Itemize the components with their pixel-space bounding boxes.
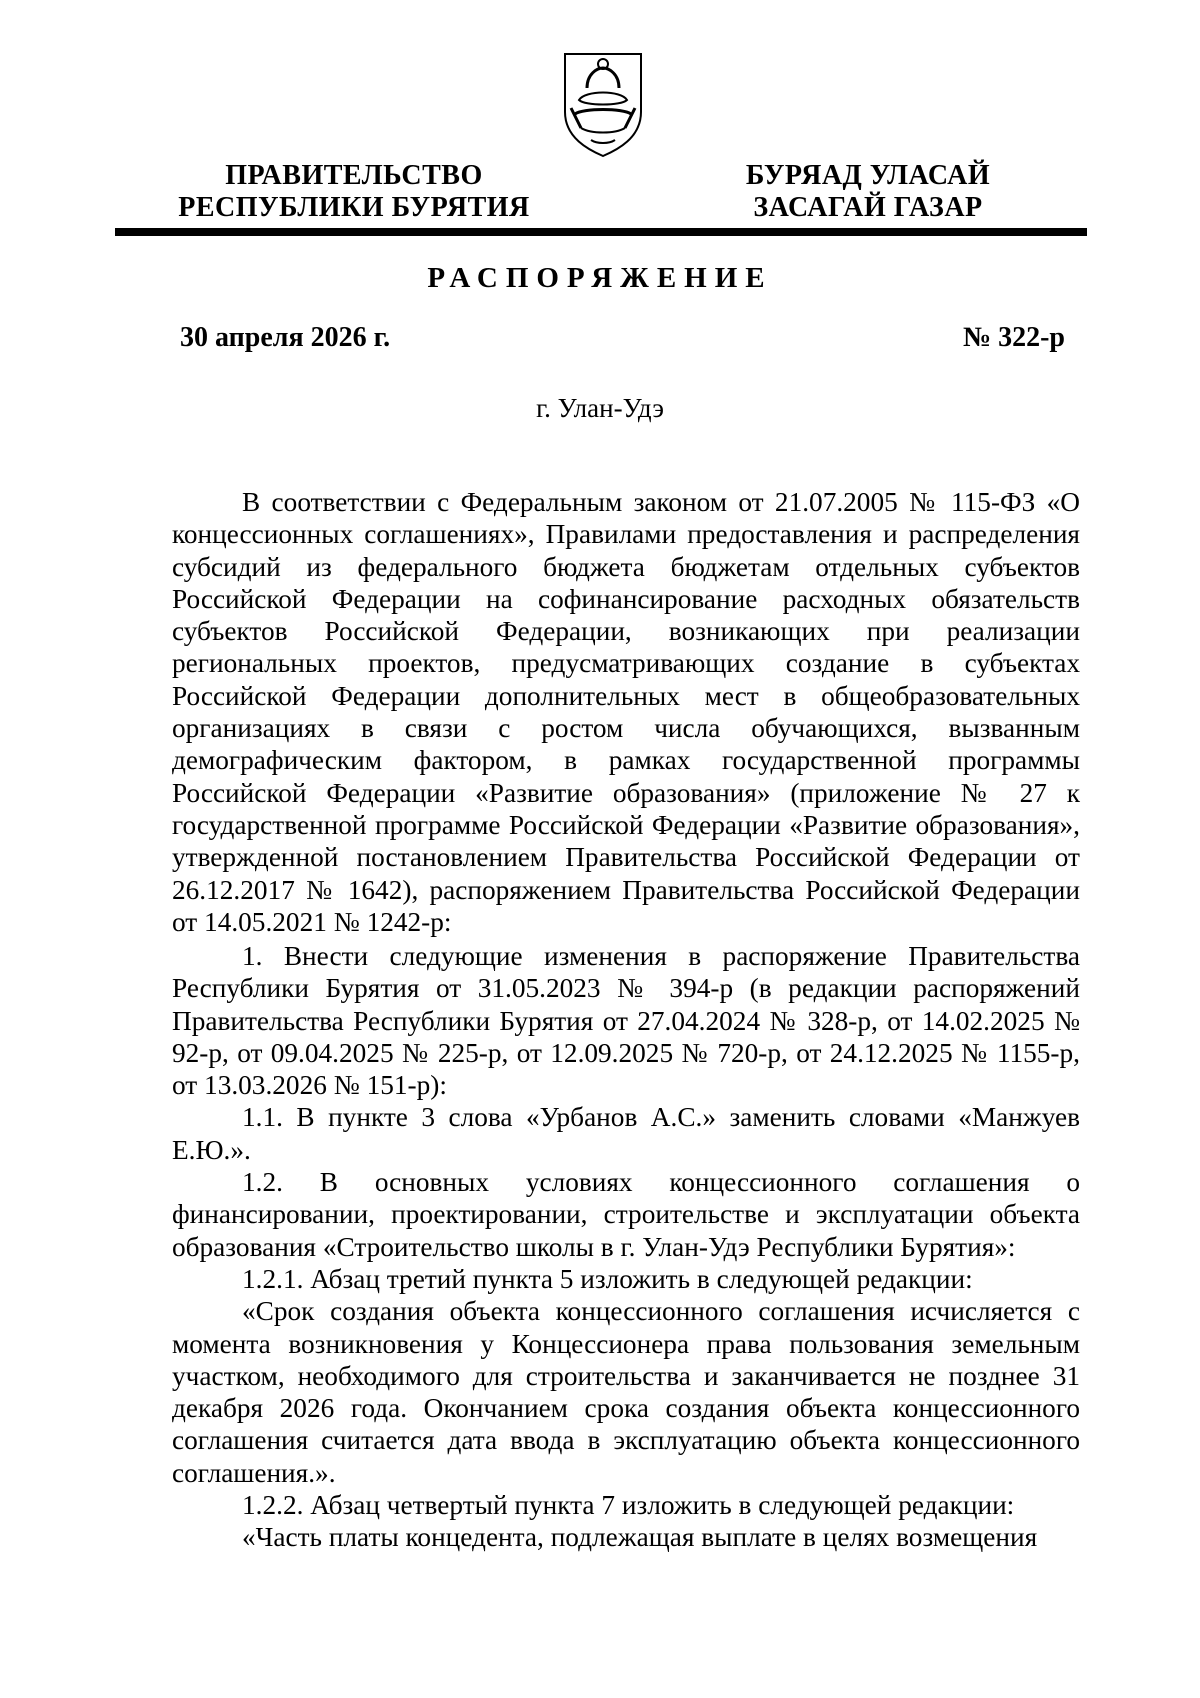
header-right-line2: ЗАСАГАЙ ГАЗАР (753, 192, 983, 223)
item-1-2-2: 1.2.2. Абзац четвертый пункта 7 изложить в следующей редакции: (242, 1490, 1015, 1521)
header-divider (115, 228, 1087, 236)
document-date: 30 апреля 2026 г. (180, 322, 391, 353)
header-right-line1: БУРЯАД УЛАСАЙ (745, 160, 991, 191)
coat-of-arms-icon (561, 50, 645, 158)
government-name-buryat (732, 160, 1004, 224)
preamble-paragraph: В соответствии с Федеральным законом от 21.07.2005 № 115-ФЗ «О концессионных соглашениях», Правилами предоставления и распределения субсидий из федерального бюджета бюджетам отдельных субъектов Российской Федерации на софинансирование расходных обязательств субъектов Российской Федерации, возникающих при реализации региональных проектов, предусматривающих создание в субъектах Российской Федерации дополнительных мест в общеобразовательных организациях в связи с ростом числа обучающихся, вызванным демографическим фактором, в рамках государственной программы Российской Федерации «Развитие образования» (приложение № 27 к государственной программе Российской Федерации «Развитие образования», утвержденной постановлением Правительства Российской Федерации от 26.12.2017 № 1642), распоряжением Правительства Российской Федерации от 14.05.2021 № 1242-р: (172, 487, 1080, 937)
document-number: № 322-р (962, 322, 1065, 353)
header-left-line1: ПРАВИТЕЛЬСТВО (225, 160, 483, 191)
item-1-2-1: 1.2.1. Абзац третий пункта 5 изложить в следующей редакции: (242, 1263, 973, 1294)
document-city: г. Улан-Удэ (536, 393, 664, 423)
document-title: РАСПОРЯЖЕНИЕ (427, 262, 773, 294)
item-1-2-1-quote: «Срок создания объекта концессионного соглашения исчисляется с момента возникновения у Концессионера права пользования земельным участком, необходимого для строительства и заканчивается не позднее 31 декабря 2026 года. Окончанием срока создания объекта концессионного соглашения считается дата ввода в эксплуатацию объекта концессионного соглашения.». (172, 1296, 1080, 1488)
header-left-line2: РЕСПУБЛИКИ БУРЯТИЯ (178, 192, 530, 223)
item-1-1: 1.1. В пункте 3 слова «Урбанов А.С.» заменить словами «Манжуев Е.Ю.». (172, 1102, 1080, 1165)
government-name-russian (168, 160, 540, 224)
item-1-2-2-quote: «Часть платы концедента, подлежащая выплате в целях возмещения (242, 1522, 1038, 1553)
items-section (172, 940, 1080, 1554)
item-1-2: 1.2. В основных условиях концессионного соглашения о финансировании, проектировании, строительстве и эксплуатации объекта образования «Строительство школы в г. Улан-Удэ Республики Бурятия»: (172, 1167, 1080, 1262)
item-1: 1. Внести следующие изменения в распоряжение Правительства Республики Бурятия от 31.05.2023 № 394-р (в редакции распоряжений Правительства Республики Бурятия от 27.04.2024 № 328-р, от 14.02.2025 № 92-р, от 09.04.2025 № 225-р, от 12.09.2025 № 720-р, от 24.12.2025 № 1155-р, от 13.03.2026 № 151-р): (172, 941, 1080, 1101)
preamble-section (172, 486, 1080, 938)
